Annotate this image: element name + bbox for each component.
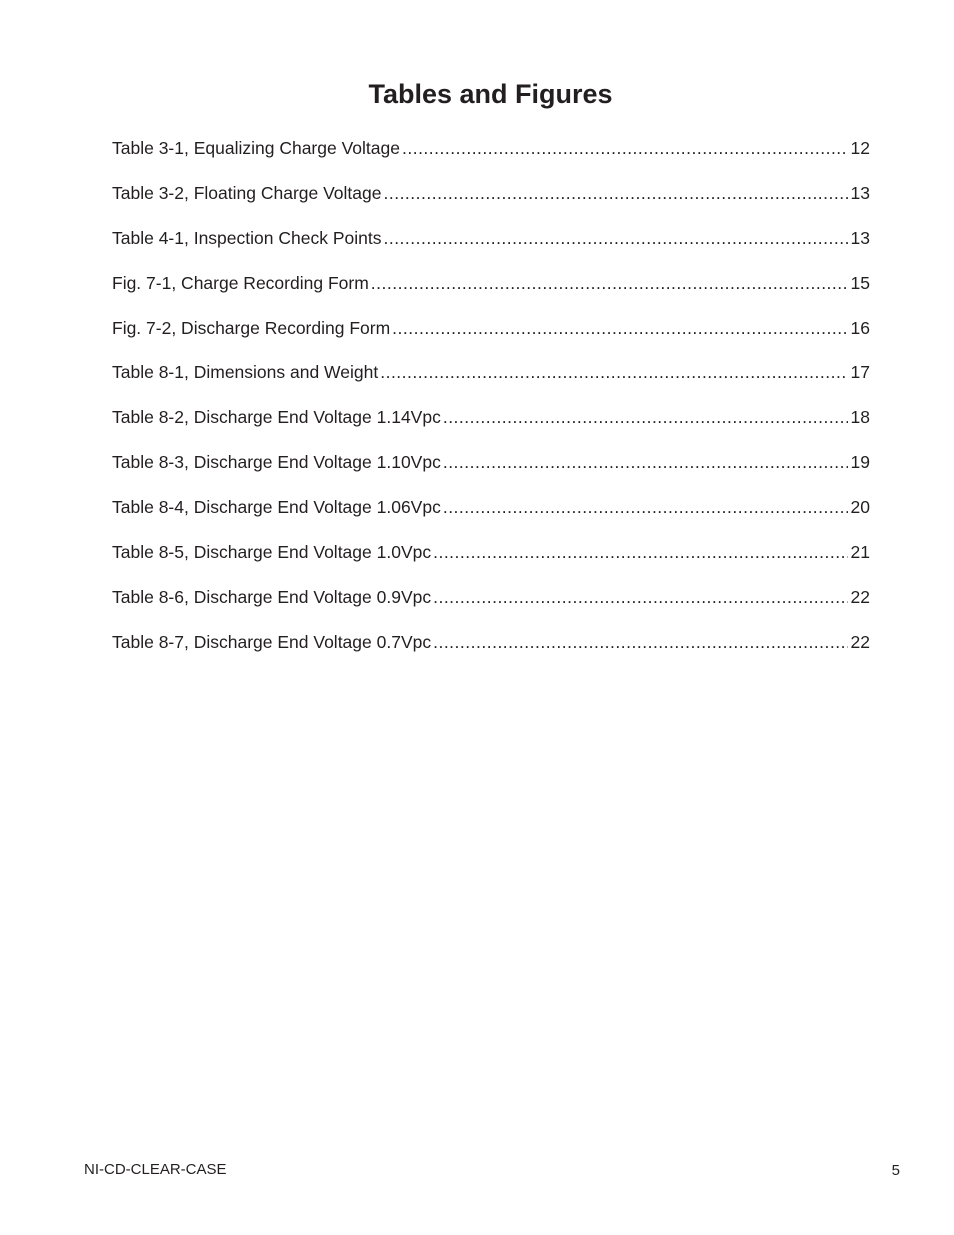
toc-entry-label: Table 8-1, Dimensions and Weight [112,362,379,383]
toc-entry-page-number: 22 [850,631,870,652]
toc-entry-table-8-3[interactable] [112,450,870,495]
toc-entry-page-number: 21 [850,542,870,563]
dot-leader [433,585,847,609]
dot-leader [433,630,847,654]
dot-leader [402,136,848,160]
toc-entry-page-number: 22 [850,586,870,607]
table-of-figures-list [112,136,870,675]
footer-document-id: NI-CD-CLEAR-CASE [84,1161,227,1178]
dot-leader [383,226,847,250]
toc-entry-page-number: 18 [850,407,870,428]
dot-leader [380,360,847,384]
toc-entry-table-8-7[interactable] [112,630,870,675]
toc-entry-page-number: 15 [850,272,870,293]
toc-entry-table-3-2[interactable] [112,181,870,226]
toc-entry-page-number: 13 [850,182,870,203]
dot-leader [443,450,848,474]
toc-entry-page-number: 16 [850,317,870,338]
toc-entry-label: Table 8-3, Discharge End Voltage 1.10Vpc [112,452,441,473]
dot-leader [392,316,847,340]
toc-entry-page-number: 19 [850,452,870,473]
toc-entry-fig-7-2[interactable] [112,316,870,361]
dot-leader [383,181,847,205]
toc-entry-label: Fig. 7-1, Charge Recording Form [112,272,369,293]
toc-entry-label: Table 4-1, Inspection Check Points [112,227,382,248]
toc-entry-table-4-1[interactable] [112,226,870,271]
toc-entry-table-8-2[interactable] [112,405,870,450]
toc-entry-table-8-6[interactable] [112,585,870,630]
toc-entry-label: Table 3-1, Equalizing Charge Voltage [112,138,400,158]
toc-entry-table-8-1[interactable] [112,360,870,405]
dot-leader [443,495,848,519]
toc-entry-label: Table 8-7, Discharge End Voltage 0.7Vpc [112,631,432,652]
toc-entry-label: Table 8-6, Discharge End Voltage 0.9Vpc [112,586,432,607]
toc-entry-page-number: 12 [850,138,870,158]
toc-entry-label: Fig. 7-2, Discharge Recording Form [112,317,391,338]
dot-leader [443,405,848,429]
toc-entry-table-3-1[interactable] [112,136,870,181]
page-title: Tables and Figures [368,79,613,109]
toc-entry-page-number: 17 [850,362,870,383]
toc-entry-label: Table 8-5, Discharge End Voltage 1.0Vpc [112,542,432,563]
toc-entry-table-8-5[interactable] [112,540,870,585]
toc-entry-label: Table 8-4, Discharge End Voltage 1.06Vpc [112,497,441,518]
toc-entry-page-number: 13 [850,227,870,248]
toc-entry-page-number: 20 [850,497,870,518]
toc-entry-label: Table 8-2, Discharge End Voltage 1.14Vpc [112,407,441,428]
toc-entry-fig-7-1[interactable] [112,271,870,316]
toc-entry-table-8-4[interactable] [112,495,870,540]
toc-entry-label: Table 3-2, Floating Charge Voltage [112,182,382,203]
dot-leader [371,271,848,295]
footer-page-number: 5 [891,1162,900,1179]
dot-leader [433,540,847,564]
